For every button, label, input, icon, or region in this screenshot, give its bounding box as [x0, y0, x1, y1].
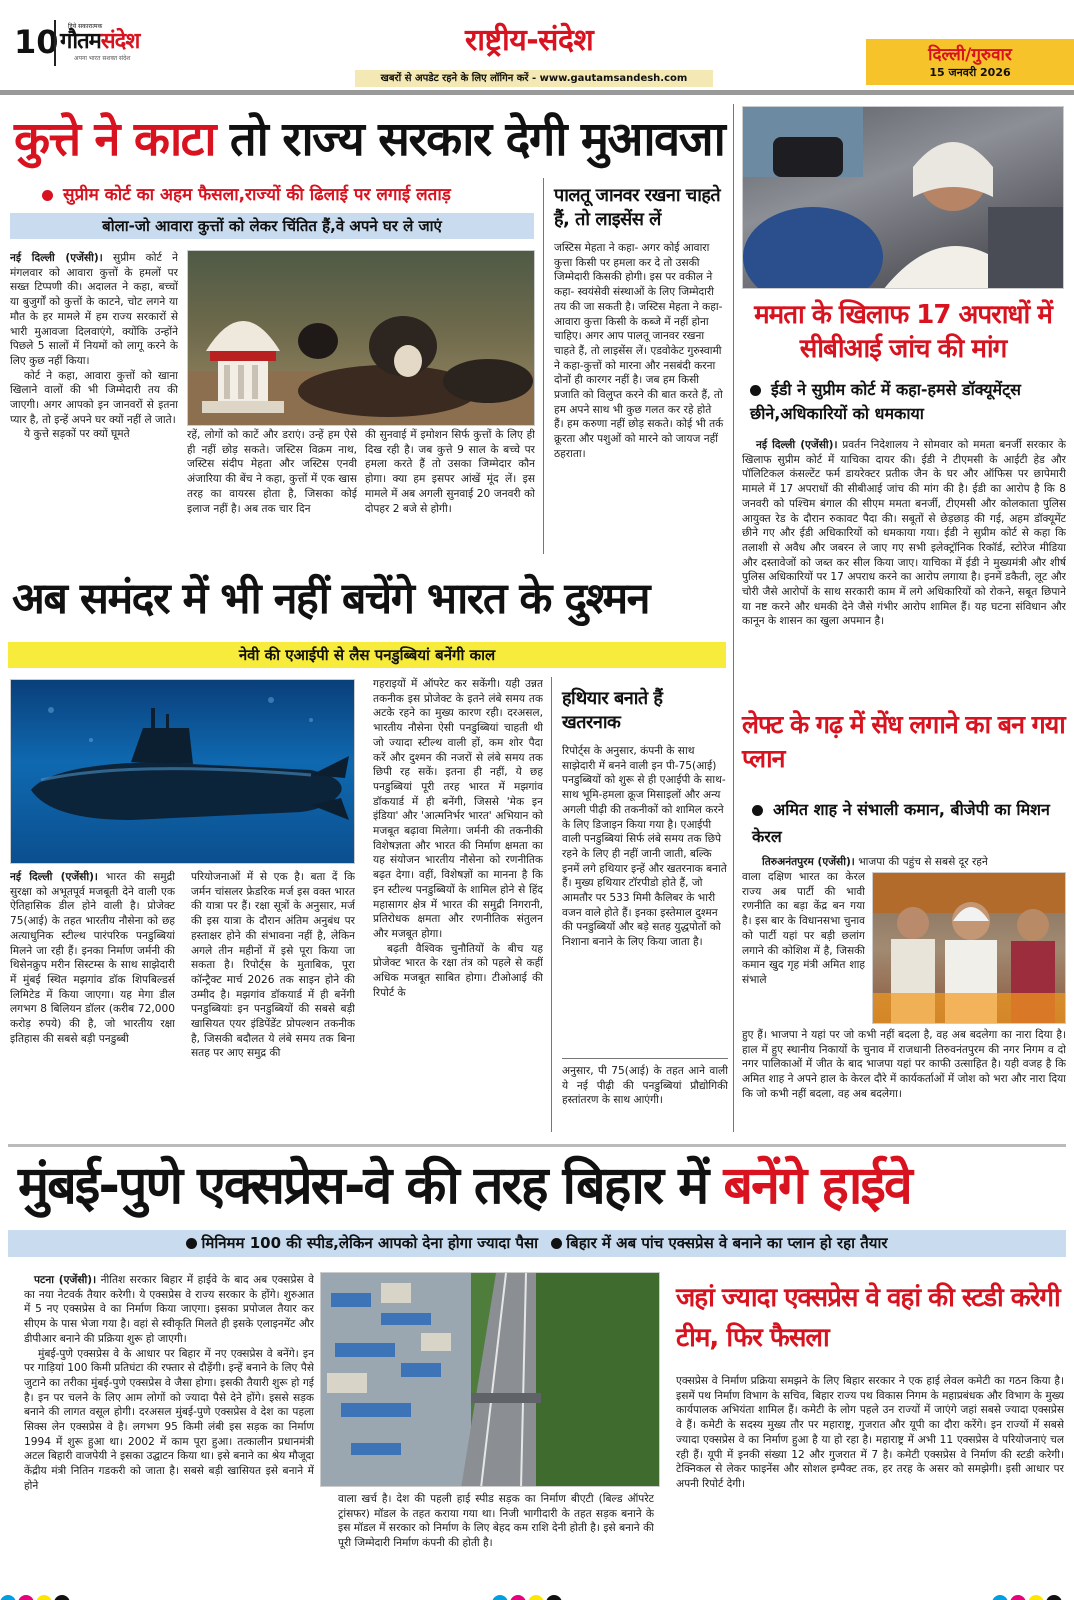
story3-col3: गहराइयों में ऑपरेट कर सकेंगी। यही उन्नत तकनीक इस प्रोजेक्ट के इतने लंबे समय तक अटके रहने का मुख्य कारण रही। दरअसल, भारतीय नौसेना ऐसी पनडुब्बियां चाहती थी जो ज्यादा स्टील्थ वाली हों, कम शोर पैदा करें और दुश्मन की नजरों से लंबे समय तक छिपी रह सकें। इतना ही नहीं, ये छह पनडुब्बियां पूरी तरह भारत में मझगांव डॉकयार्ड में ही बनेंगी, जिससे 'मेक इन इंडिया' और 'आत्मनिर्भर भारत' अभियान को मजबूत बढ़ावा मिलेगा। जर्मनी की तकनीकी विशेषज्ञता और भारत की निर्माण क्षमता का यह संयोजन भारतीय नौसेना को रणनीतिक बढ़त देगा। वहीं, विशेषज्ञों का मानना है कि इन स्टील्थ पनडुब्बियों के शामिल होने से हिंद महासागर क्षेत्र में भारत की समुद्री निगरानी, प्रतिरोधक क्षमता और रणनीतिक संतुलन और मजबूत होगा। बढ़ती वैश्विक चुनौतियों के बीच यह प्रोजेक्ट भारत के रक्षा तंत्र को पहले से कहीं अधिक मजबूत साबित होगा। टीओआई की रिपोर्ट के: [373, 678, 543, 999]
expressway-aerial-image: [320, 1272, 660, 1487]
story3-side-rule: [562, 1058, 728, 1059]
story1-col1: नई दिल्ली (एजेंसी)। सुप्रीम कोर्ट ने मंगलवार को आवारा कुत्तों के हमलों पर सख्त टिप्पणी की। अदालत ने कहा, बच्चों या बुजुर्गों को कुत्तों के काटने, चोट लगने या मौत के हर मामले में हम राज्य सरकारों से भारी मुआवजा दिलवाएंगे, क्योंकि उन्होंने पिछले 5 सालों में नियमों को लागू करने के लिए कुछ नहीं किया। कोर्ट ने कहा, आवारा कुत्तों को खाना खिलाने वालों की भी जिम्मेदारी तय की जाएगी। अगर आपको इन जानवरों से इतना प्यार है, तो इन्हें अपने घर क्यों नहीं ले जाते। ये कुत्ते सड़कों पर क्यों घूमते: [10, 252, 178, 441]
story5-headline-red: बनेंगे हाईवे: [723, 1156, 911, 1216]
story4-body-narrow: वाला दक्षिण भारत का केरल राज्य अब पार्टी की भावी रणनीति का बड़ा केंद्र बन गया है। इस बार के विधानसभा चुनाव को पार्टी यहां पर बड़ी छलांग लगाने की कोशिश में है, जिसकी कमान खुद गृह मंत्री अमित शाह संभाले: [742, 871, 865, 986]
dateline: नई दिल्ली (एजेंसी)।: [756, 439, 838, 451]
bullet-icon: [186, 1238, 197, 1249]
story3-headline: अब समंदर में भी नहीं बचेंगे भारत के दुश्मन: [12, 574, 650, 624]
column-divider: [551, 677, 552, 1132]
story5-col2: वाला खर्च है। देश की पहली हाई स्पीड सड़क का निर्माण बीएटी (बिल्ड ऑपरेट ट्रांसफर) मॉडल के तहत कराया गया था। निजी भागीदारी के तहत सड़क बनाने के इस मॉडल में सरकार को निर्माण के लिए बेहद कम राशि देनी होती है। इसे बनाने की पूरी जिम्मेदारी निर्माण कंपनी की होती है।: [338, 1493, 654, 1550]
date-box: [866, 39, 1074, 85]
story1-band: बोला-जो आवारा कुत्तों को लेकर चिंतित हैं,वे अपने घर ले जाएं: [10, 213, 534, 239]
bullet-icon: [551, 1238, 562, 1249]
dateline: नई दिल्ली (एजेंसी)।: [10, 252, 103, 264]
logo-part-b: संदेश: [100, 29, 140, 54]
website-strip: खबरों से अपडेट रहने के लिए लॉगिन करें - www.gautamsandesh.com: [355, 70, 713, 87]
story2-body: नई दिल्ली (एजेंसी)। प्रवर्तन निदेशालय ने सोमवार को ममता बनर्जी सरकार के खिलाफ सुप्रीम कोर्ट में याचिका दायर की। ईडी ने टीएमसी के आईटी हेड और पॉलिटिकल कंसल्टेंट फर्म डायरेक्टर प्रतीक जैन के घर और ऑफिस पर छापेमारी मामले में 17 अपराधों की सीबीआई जांच की मांग की है। ईडी का आरोप है कि 8 जनवरी को पश्चिम बंगाल की सीएम ममता बनर्जी, टीएमसी और कोलकाता पुलिस आयुक्त रेड के दौरान रुकावट पैदा की। सबूतों से छेड़छाड़ की गई, अहम डॉक्यूमेंट छीने गए और ईडी अधिकारियों को धमकाया गया। ईडी ने सुप्रीम कोर्ट से कहा कि तलाशी से अवैध और जबरन ले जाए गए सभी इलेक्ट्रॉनिक रिकॉर्ड, स्टोरेज मीडिया और दस्तावेजों को जब्त कर सील किया जाए। याचिका में ईडी ने मुख्यमंत्री और शीर्ष पुलिस अधिकारियों पर 17 अपराध करने का आरोप लगाया है। इनमें डकैती, लूट और चोरी जैसे आरोपों के साथ सरकारी काम में लगे अधिकारियों को रोकने, सबूत छिपाने या नष्ट करने और धमकी देने जैसे गंभीर आरोप शामिल हैं। यह घटना संविधान और कानून के शासन का खुला अपमान है।: [742, 439, 1066, 628]
story1-col3: की सुनवाई में इमोशन सिर्फ कुत्तों के लिए ही दिख रही है। जब कुत्ते 9 साल के बच्चे पर हमला करते हैं तो उसका जिम्मेदार कौन होगा। क्या हम इसपर आंखें मूंद लें। इस मामले में अब अगली सुनवाई 20 जनवरी को दोपहर 2 बजे से होगी।: [365, 429, 535, 515]
masthead-rule: [0, 90, 1074, 95]
story4-headline: लेफ्ट के गढ़ में सेंध लगाने का बन गया प्लान: [742, 710, 1065, 773]
logo: [60, 22, 190, 62]
bullet-icon: [752, 805, 763, 816]
story1-headline: [14, 112, 725, 167]
story5-col1: पटना (एजेंसी)। नीतिश सरकार बिहार में हाईवे के बाद अब एक्सप्रेस वे का नया नेटवर्क तैयार करेगी। ये एक्सप्रेस वे राज्य सरकार के होंगे। शुरुआत में 5 नए एक्सप्रेस वे का निर्माण किया जाएगा। इसका प्रपोजल तैयार कर सीएम के पास भेजा गया है। वहां से स्वीकृति मिलते ही इसके एलाइनमेंट और डीपीआर बनाने की प्रक्रिया शुरू हो जाएगी। मुंबई-पुणे एक्सप्रेस वे के आधार पर बिहार में नए एक्सप्रेस वे बनेंगे। इन पर गाड़ियां 100 किमी प्रतिघंटा की रफ्तार से दौड़ेंगी। इन्हें बनाने के लिए पैसे जुटाने का तरीका मुंबई-पुणे एक्सप्रेस वे जैसा होगा। इसकी तैयारी शुरू हो गई है। इन पर चलने के लिए आम लोगों को ज्यादा पैसे देने होंगे। इससे सड़क बनाने की लागत वसूल होगी। दरअसल मुंबई-पुणे एक्सप्रेस वे देश का पहला सिक्स लेन एक्सप्रेस वे है। लगभग 95 किमी लंबी इस सड़क का निर्माण 1994 में शुरू हुआ था। 2002 में काम पूरा हुआ। तत्कालीन प्रधानमंत्री अटल बिहारी वाजपेयी ने इसका उद्घाटन किया था। इसे बनाने का श्रेय मौजूदा केंद्रीय मंत्री नितिन गडकरी को जाता है। सबसे बड़ी खासियत इसे बनाने में होने: [24, 1274, 314, 1492]
section-title: राष्ट्रीय-संदेश: [465, 23, 594, 58]
story4-lead: तिरुअनंतपुरम (एजेंसी)। भाजपा की पहुंच से सबसे दूर रहने: [762, 856, 988, 868]
story3-col1: नई दिल्ली (एजेंसी)। भारत की समुद्री सुरक्षा को अभूतपूर्व मजबूती देने वाली एक ऐतिहासिक डील होने वाली है। प्रोजेक्ट 75(आई) के तहत भारतीय नौसेना को छह अत्याधुनिक स्टील्थ पारंपरिक पनडुब्बियां मिलने जा रही हैं। इनका निर्माण जर्मनी की थिसेनक्रुप मरीन सिस्टम्स के साथ साझेदारी में मुंबई स्थित मझगांव डॉक शिपबिल्डर्स लिमिटेड में किया जाएगा। यह मेगा डील लगभग 8 बिलियन डॉलर (करीब 72,000 करोड़ रुपये) की है, जो भारतीय रक्षा इतिहास की सबसे बड़ी पनडुब्बी: [10, 871, 175, 1045]
logo-tagline-bottom: अपना भारत सशक्त संदेश: [74, 55, 131, 62]
logo-tagline-top: दिये सकारात्मक: [68, 23, 103, 30]
story3-side-tail: अनुसार, पी 75(आई) के तहत आने वाली ये नई पीढ़ी की पनडुब्बियां प्रौद्योगिकी हस्तांतरण के साथ आएंगी।: [562, 1065, 728, 1107]
dateline: नई दिल्ली (एजेंसी)।: [10, 871, 98, 883]
story5-headline: [18, 1156, 911, 1216]
section-rule: [8, 1144, 1066, 1147]
story1-side-body: जस्टिस मेहता ने कहा- अगर कोई आवारा कुत्ता किसी पर हमला कर दे तो उसकी जिम्मेदारी किसकी होगी। इस पर वकील ने कहा- स्वयंसेवी संस्थाओं के लिए जिम्मेदारी तय की जा सकती है। जस्टिस मेहता ने कहा- आवारा कुत्ता किसी के कब्जे में नहीं होना चाहिए। अगर आप पालतू जानवर रखना चाहते हैं, तो लाइसेंस लें। एडवोकेट गुरुस्वामी ने कहा-कुत्तों को मारना और नसबंदी करना दोनों ही कारगर नहीं है। जब हम किसी प्रजाति को विलुप्त करने की बात करते हैं, तो हम अपने साथ भी कुछ गलत कर रहे होते हैं। हम करुणा नहीं छोड़ सकते। कोई भी तर्क क्रूरता और पशुओं को मारने को जायज नहीं ठहराता।: [554, 242, 724, 460]
story2-headline: ममता के खिलाफ 17 अपराधों में सीबीआई जांच की मांग: [754, 300, 1052, 364]
issue-date: 15 जनवरी 2026: [929, 66, 1011, 79]
story3-side-heading: हथियार बनाते हैं खतरनाक: [562, 688, 663, 733]
story5-band: मिनिमम 100 की स्पीड,लेकिन आपको देना होगा ज्यादा पैसा बिहार में अब पांच एक्सप्रेस वे बनाने का प्लान हो रहा तैयार: [8, 1230, 1066, 1257]
logo-part-a: गौतम: [60, 29, 101, 54]
story1-headline-red: कुत्ते ने काटा: [14, 112, 216, 167]
story4-body-wide: हुए हैं। भाजपा ने यहां पर जो कभी नहीं बदला है, वह अब बदलेगा का नारा दिया है। हाल में हुए स्थानीय निकायों के चुनाव में राजधानी तिरुवनंतपुरम की नगर निगम व दो नगर पालिकाओं में जीत के बाद भाजपा यहां पर काफी उत्साहित है। यही वजह है कि अमित शाह ने अपने हाल के केरल दौरे में कार्यकर्ताओं में जोश को भरा और नारा दिया कि जो कभी नहीं बदला, वह अब बदलेगा।: [742, 1029, 1066, 1100]
column-divider: [543, 178, 544, 554]
story1-headline-black: तो राज्य सरकार देगी मुआवजा: [229, 112, 725, 167]
supreme-court-dogs-image: [187, 250, 535, 426]
story3-col2: परियोजनाओं में से एक है। बता दें कि जर्मन चांसलर फ्रेडरिक मर्ज इस वक्त भारत की यात्रा पर हैं। रक्षा सूत्रों के अनुसार, मर्ज की इस यात्रा के दौरान अंतिम अनुबंध पर हस्ताक्षर होने की संभावना नहीं है, लेकिन अगले तीन महीनों में इसे पूरा किया जा सकता है। रिपोर्ट्स के मुताबिक, पूरा कॉन्ट्रैक्ट मार्च 2026 तक साइन होने की उम्मीद है। मझगांव डॉकयार्ड में ही बनेंगी पनडुब्बियांः इन पनडुब्बियों की सबसे बड़ी खासियत एयर इंडिपेंडेंट प्रोपल्शन तकनीक है, जिसकी बदौलत ये लंबे समय तक बिना सतह पर आए समुद्र की: [191, 871, 355, 1060]
story1-side-heading: पालतू जानवर रखना चाहते हैं, तो लाइसेंस लें: [554, 185, 721, 230]
mamata-photo: [742, 106, 1064, 289]
submarine-image: [10, 679, 355, 864]
story5-headline-black: मुंबई-पुणे एक्सप्रेस-वे की तरह बिहार में: [18, 1156, 708, 1216]
story3-side-body: रिपोर्ट्स के अनुसार, कंपनी के साथ साझेदारी में बनने वाली इन पी-75(आई) पनडुब्बियों को शुरू से ही एआईपी के साथ-साथ भूमि-हमला क्रूज मिसाइलों और अन्य अगली पीढ़ी की तकनीकों को शामिल करने के लिए डिजाइन किया गया है। एआईपी वाली पनडुब्बियां सिर्फ लंबे समय तक छिपे रहने के लिए ही नहीं जानी जाती, बल्कि इनमें लगे हथियार इन्हें और खतरनाक बनाते हैं। मुख्य हथियार टॉरपीडो होते हैं, जो आमतौर पर 533 मिमी कैलिबर के भारी वजन वाले होते हैं। इनका इस्तेमाल दुश्मन की पनडुब्बियों और बड़े सतह युद्धपोतों को निशाना बनाने के लिए किया जाता है।: [562, 745, 727, 949]
amit-shah-photo: [872, 872, 1066, 1024]
story1-subhead: सुप्रीम कोर्ट का अहम फैसला,राज्यों की ढिलाई पर लगाई लताड़: [42, 182, 451, 205]
story5-side-heading: जहां ज्यादा एक्सप्रेस वे वहां की स्टडी करेगी टीम, फिर फैसला: [676, 1283, 1060, 1353]
bullet-icon: [750, 385, 761, 396]
story1-col2: रहें, लोगों को काटें और डराएं। उन्हें हम ऐसे ही नहीं छोड़ सकते। जस्टिस विक्रम नाथ, जस्टिस संदीप मेहता और जस्टिस एनवी अंजारिया की बेंच ने कहा, कुत्तों में एक खास तरह का वायरस होता है, जिसका कोई इलाज नहीं है। अब तक चार दिन: [187, 429, 357, 515]
dateline: पटना (एजेंसी)।: [34, 1274, 97, 1286]
story5-side-body: एक्सप्रेस वे निर्माण प्रक्रिया समझने के लिए बिहार सरकार ने एक हाई लेवल कमेटी का गठन किया है। इसमें पथ निर्माण विभाग के सचिव, बिहार राज्य पथ विकास निगम के महाप्रबंधक और विभाग के मुख्य कार्यपालक अभियंता शामिल हैं। कमेटी के लोग पहले उन राज्यों में जाएंगे जहां सबसे ज्यादा एक्सप्रेस वे हैं। कमेटी के सदस्य मुख्य तौर पर महाराष्ट्र, गुजरात और यूपी का दौरा करेंगे। इन राज्यों में सबसे ज्यादा एक्सप्रेस वे का निर्माण हुआ है या हो रहा है। महाराष्ट्र में अभी 11 एक्सप्रेस वे परियोजनाएं चल रही हैं। यूपी में इनकी संख्या 12 और गुजरात में 7 है। कमेटी एक्सप्रेस वे निर्माण की स्टडी करेगी। टेक्निकल से लेकर फाइनेंस और सोशल इम्पैक्ट तक, हर तरह के असर को समझेगी। इसी आधार पर अपनी रिपोर्ट देगी।: [676, 1375, 1064, 1490]
page-number: 10: [14, 23, 59, 61]
registration-marks: [0, 1588, 1074, 1600]
bullet-icon: [42, 190, 53, 201]
city-day: दिल्ली/गुरुवार: [928, 45, 1012, 65]
story2-subhead: ईडी ने सुप्रीम कोर्ट में कहा-हमसे डॉक्यूमेंट्स छीने,अधिकारियों को धमकाया: [750, 380, 1021, 423]
page-number-divider: [54, 20, 56, 66]
story4-subhead: अमित शाह ने संभाली कमान, बीजेपी का मिशन केरल: [752, 800, 1050, 846]
masthead: [0, 0, 1074, 92]
column-divider: [733, 104, 734, 1132]
story3-band: नेवी की एआईपी से लैस पनडुब्बियां बनेंगी काल: [8, 642, 726, 668]
dateline: तिरुअनंतपुरम (एजेंसी)।: [762, 856, 855, 868]
